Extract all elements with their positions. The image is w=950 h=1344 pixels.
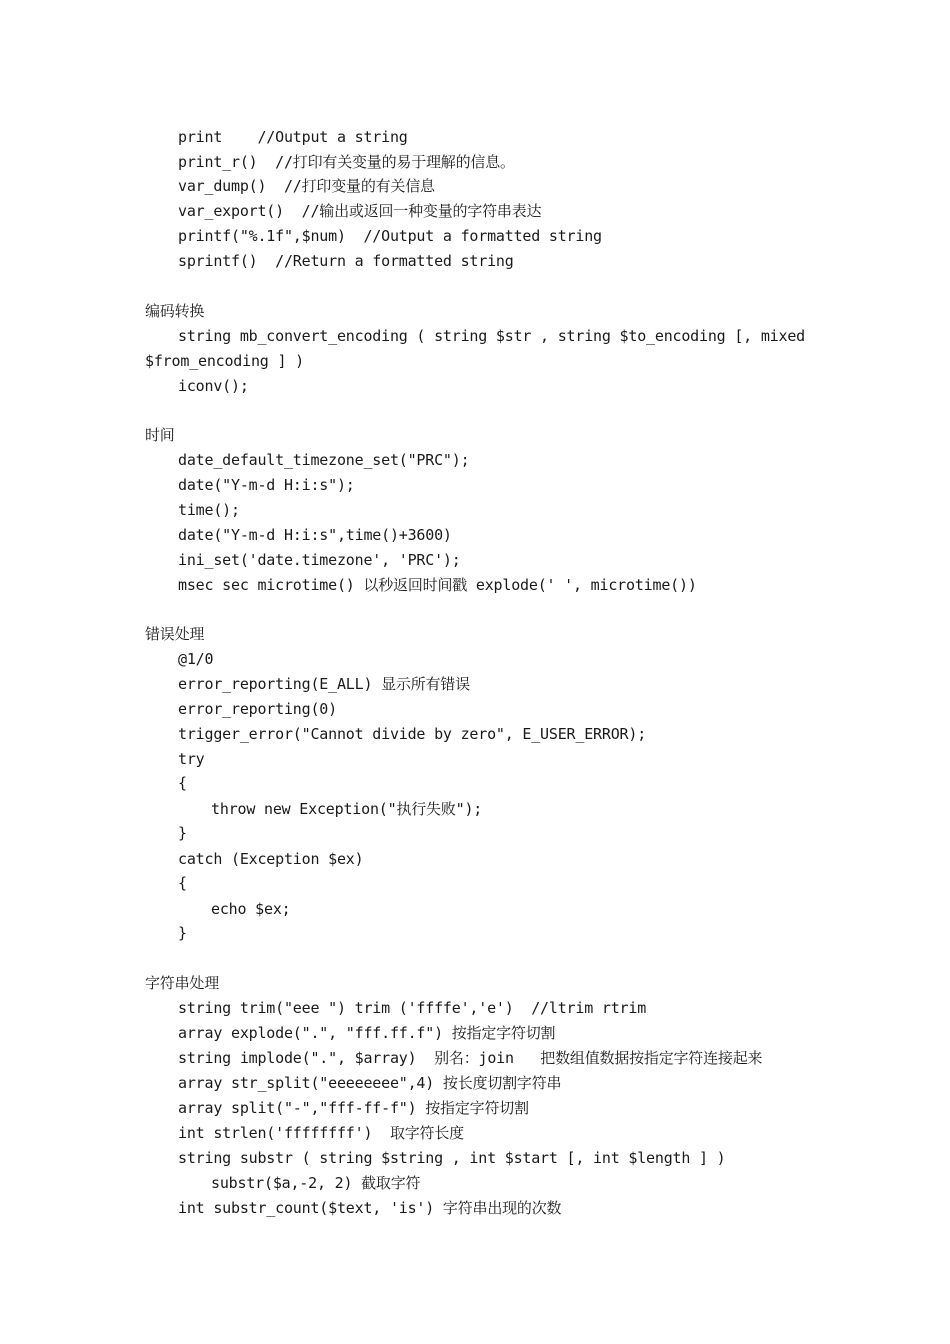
- code-line: var_export() //输出或返回一种变量的字符串表达: [178, 202, 542, 220]
- section-heading-time: 时间: [145, 426, 175, 444]
- code-line: array split("-","fff-ff-f") 按指定字符切割: [178, 1099, 529, 1117]
- code-line: printf("%.1f",$num) //Output a formatted string: [178, 227, 602, 245]
- code-line: }: [178, 924, 187, 942]
- code-line: date_default_timezone_set("PRC");: [178, 451, 470, 469]
- code-line: $from_encoding ] ): [145, 352, 304, 370]
- section-heading-encoding: 编码转换: [145, 302, 205, 320]
- code-line: date("Y-m-d H:i:s",time()+3600): [178, 526, 452, 544]
- code-line: @1/0: [178, 650, 214, 668]
- code-line: string implode(".", $array) 别名：join 把数组值数据按指定字符连接起来: [178, 1049, 763, 1067]
- code-line: trigger_error("Cannot divide by zero", E_USER_ERROR);: [178, 725, 647, 743]
- code-line: int strlen('ffffffff') 取字符长度: [178, 1124, 464, 1142]
- code-line: print_r() //打印有关变量的易于理解的信息。: [178, 153, 515, 171]
- code-line: array explode(".", "fff.ff.f") 按指定字符切割: [178, 1024, 556, 1042]
- section-heading-errors: 错误处理: [145, 625, 205, 643]
- code-line: print //Output a string: [178, 128, 408, 146]
- code-line: time();: [178, 501, 240, 519]
- code-line: echo $ex;: [211, 900, 291, 918]
- code-line: int substr_count($text, 'is') 字符串出现的次数: [178, 1199, 562, 1217]
- code-line: {: [178, 874, 187, 892]
- code-line: error_reporting(0): [178, 700, 337, 718]
- code-line: iconv();: [178, 377, 249, 395]
- code-line: sprintf() //Return a formatted string: [178, 252, 514, 270]
- code-line: throw new Exception("执行失败");: [211, 800, 483, 818]
- code-line: string mb_convert_encoding ( string $str , string $to_encoding [, mixed: [178, 327, 805, 345]
- code-line: date("Y-m-d H:i:s");: [178, 476, 355, 494]
- code-line: try: [178, 750, 205, 768]
- code-line: array str_split("eeeeeeee",4) 按长度切割字符串: [178, 1074, 562, 1092]
- code-line: }: [178, 824, 187, 842]
- section-heading-strings: 字符串处理: [145, 974, 220, 992]
- code-line: error_reporting(E_ALL) 显示所有错误: [178, 675, 470, 693]
- code-line: {: [178, 774, 187, 792]
- code-line: msec sec microtime() 以秒返回时间戳 explode(' ', microtime()): [178, 576, 697, 594]
- code-line: substr($a,-2, 2) 截取字符: [211, 1174, 421, 1192]
- code-line: string substr ( string $string , int $start [, int $length ] ): [178, 1149, 726, 1167]
- code-line: catch (Exception $ex): [178, 850, 364, 868]
- code-line: ini_set('date.timezone', 'PRC');: [178, 551, 461, 569]
- code-line: string trim("eee ") trim ('ffffe','e') //ltrim rtrim: [178, 999, 647, 1017]
- code-line: var_dump() //打印变量的有关信息: [178, 177, 435, 195]
